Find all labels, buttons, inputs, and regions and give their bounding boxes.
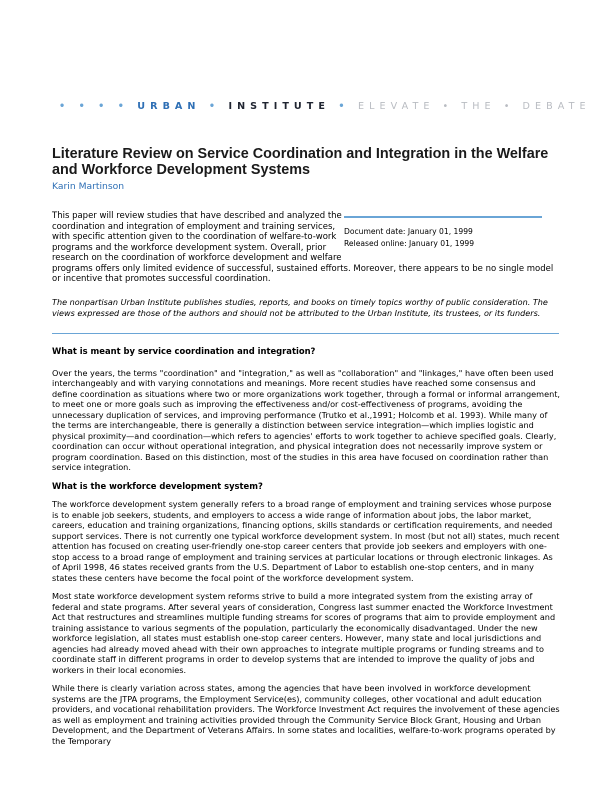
- abstract: [52, 211, 562, 285]
- divider: [52, 333, 559, 334]
- banner-tagline: ELEVATE • THE • DEBATE: [357, 101, 591, 112]
- author-link[interactable]: Karin Martinson: [52, 181, 125, 192]
- urban-institute-banner: [59, 100, 591, 114]
- banner-separator: •: [338, 101, 350, 112]
- banner-separator: •: [208, 101, 221, 112]
- section-heading: What is meant by service coordination and integration?: [52, 346, 316, 356]
- abstract-text: This paper will review studies that have described and analyzed the coordination and integration of employment and training services, with specific attention given to the coordination of welfare-to-work programs and the workforce development system. Overall, prior research on the coordination of workforce development and welfare programs offers only limited evidence of successful, sustained efforts. Moreover, there appears to be no single model or incentive that promotes successful coordination.: [52, 211, 554, 284]
- article-body: [52, 346, 560, 754]
- paragraph: While there is clearly variation across states, among the agencies that have been involved in workforce development systems are the JTPA programs, the Employment Service(es), community colleges, other vocational and adult education providers, and vocational rehabilitation providers. The Workforce Investment Act requires the involvement of these agencies as well as employment and training activities provided through the Community Service Block Grant, Housing and Urban Development, and the Department of Veterans Affairs. In some states and localities, welfare-to-work programs operated by the Temporary: [52, 683, 560, 746]
- paragraph: Most state workforce development system reforms strive to build a more integrated system from the existing array of federal and state programs. After several years of consideration, Congress last summer enacted the Workforce Investment Act that restructures and streamlines multiple funding streams for scores of programs that aim to provide employment and training assistance to various segments of the population, particularly the economically disadvantaged. Under the new workforce legislation, all states must establish one-stop career centers. However, many state and local jurisdictions and agencies had already moved ahead with their own approaches to integrate multiple programs or funding streams and to coordinate staff in different programs in order to develop systems that are intended to improve the quality of jobs and workers in their local economies.: [52, 591, 556, 675]
- disclaimer: The nonpartisan Urban Institute publishes studies, reports, and books on timely topics worthy of public consideration. The views expressed are those of the authors and should not be attributed to the Urban Institute, its trustees, or its funders.: [52, 297, 548, 318]
- paragraph: The workforce development system generally refers to a broad range of employment and training services whose purpose is to enable job seekers, students, and employers to access a wide range of information about jobs, the labor market, careers, education and training organizations, financing options, skills standards or certification requirements, and needed support services. There is not currently one typical workforce development system. In most (but not all) states, much recent attention has focused on creating user-friendly one-stop career centers that provide job seekers and employers with one-stop access to a broad range of employment and training services at particular locations or through electronic linkages. As of April 1998, 46 states received grants from the U.S. Department of Labor to establish one-stop centers, and in many states these centers have become the focal point of the workforce development system.: [52, 499, 560, 583]
- document-date: Document date: January 01, 1999: [344, 227, 473, 236]
- banner-institute: INSTITUTE: [228, 101, 330, 112]
- released-date: Released online: January 01, 1999: [344, 239, 475, 248]
- banner-dots: • • • •: [59, 101, 129, 112]
- banner-urban: URBAN: [137, 101, 201, 112]
- document-title: Literature Review on Service Coordination and Integration in the Welfare and Workforce Development Systems: [52, 146, 549, 178]
- section-heading: What is the workforce development system?: [52, 480, 263, 491]
- paragraph: Over the years, the terms "coordination" and "integration," as well as "collaboration" and "linkages," have often been used interchangeably and with varying connotations and meanings. More recent studies have reached some consensus and define coordination as situations where two or more organizations work together, through a formal or informal arrangement, to meet one or more goals such as improving the effectiveness and/or cost-effectiveness of programs, avoiding the unnecessary duplication of services, and improving performance (Trutko et al.,1991; Holcomb et al. 1993). While many of the terms are interchangeable, there is generally a distinction between service integration—which implies logistic and physical proximity—and coordination—which refers to agencies' efforts to work together to achieve specified goals. Clearly, coordination can occur without operational integration, and physical integration does not necessarily improve system or program coordination. Based on this distinction, most of the studies in this area have focused on coordination rather than service integration.: [52, 367, 560, 472]
